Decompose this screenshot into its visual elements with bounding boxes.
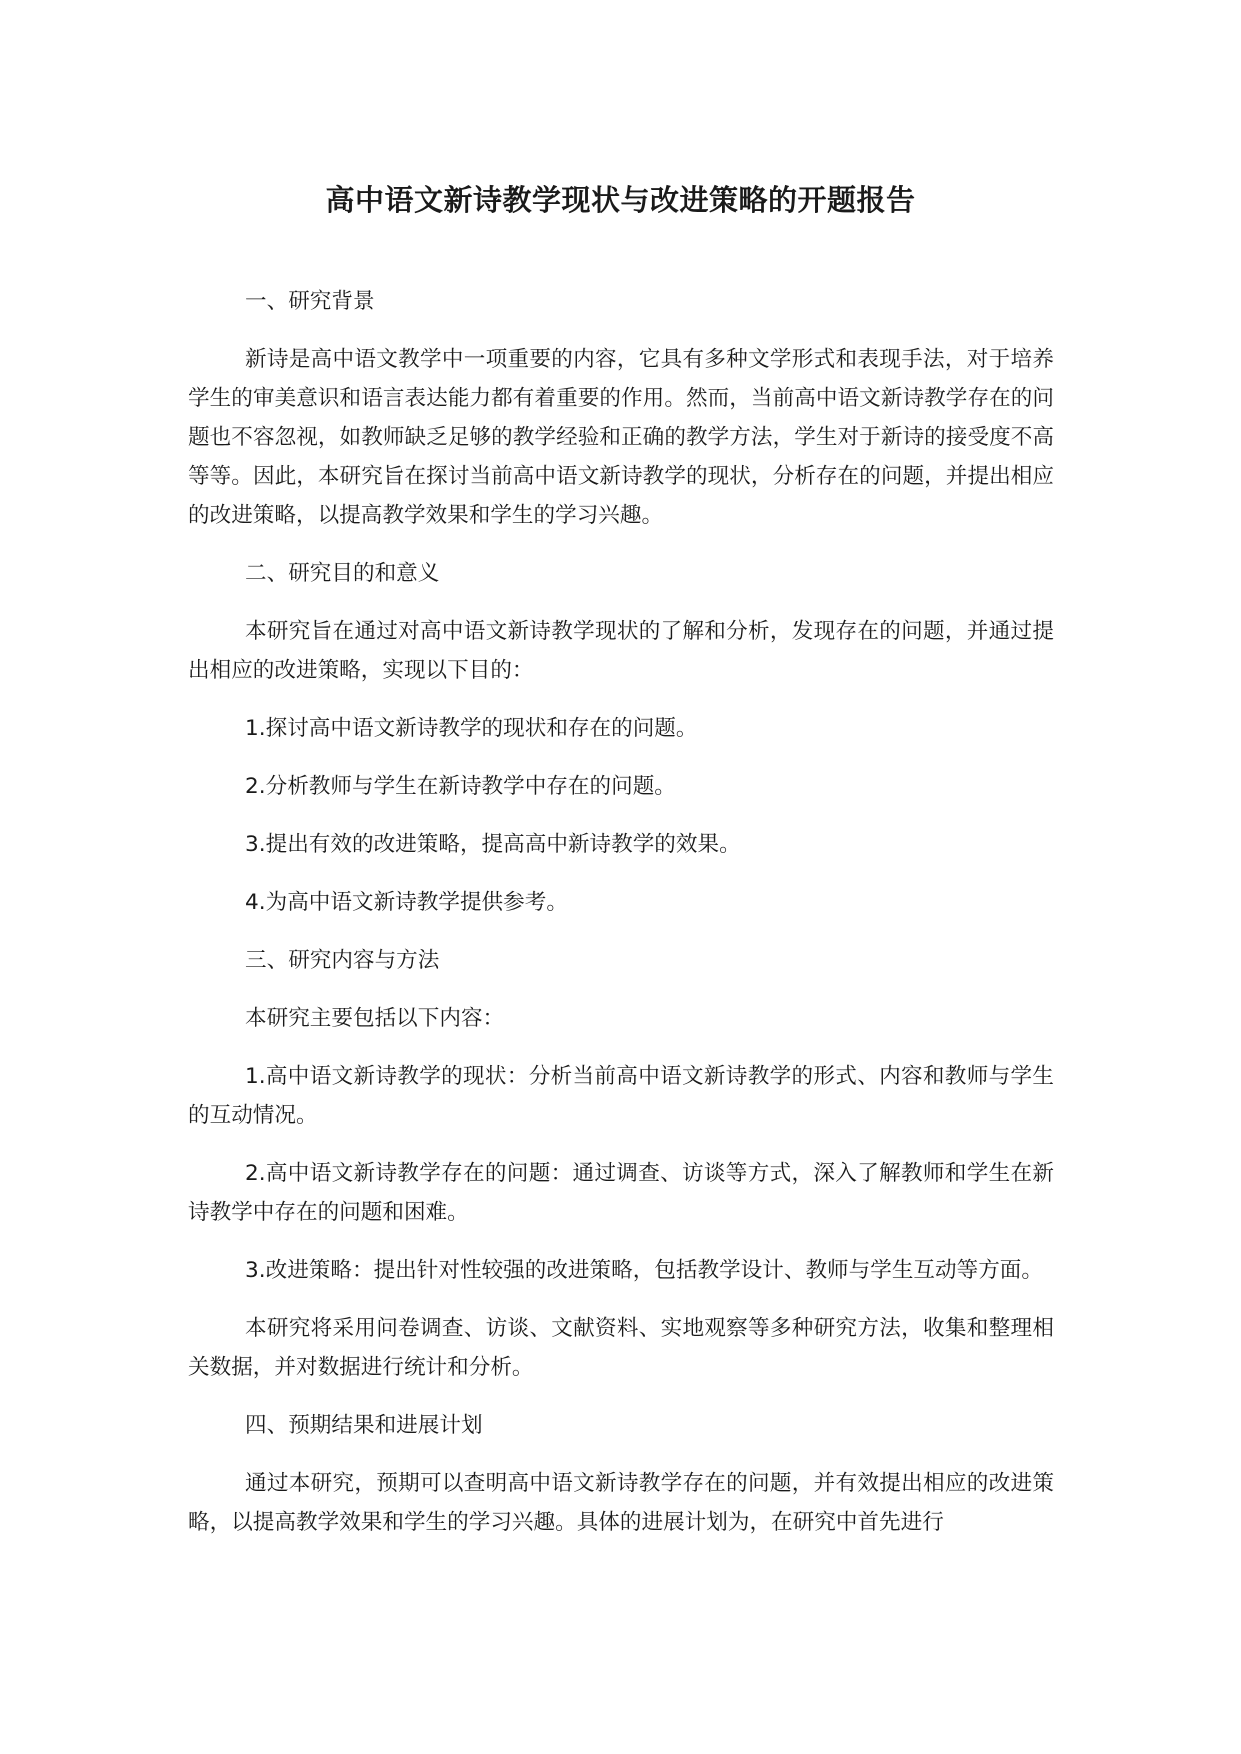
- paragraph-background: 新诗是高中语文教学中一项重要的内容，它具有多种文学形式和表现手法，对于培养学生的审美意识和语言表达能力都有着重要的作用。然而，当前高中语文新诗教学存在的问题也不容忽视，如教师缺乏足够的教学经验和正确的教学方法，学生对于新诗的接受度不高等等。因此，本研究旨在探讨当前高中语文新诗教学的现状，分析存在的问题，并提出相应的改进策略，以提高教学效果和学生的学习兴趣。: [188, 347, 1054, 528]
- document-title: 高中语文新诗教学现状与改进策略的开题报告: [325, 183, 916, 217]
- paragraph-content-intro: 本研究主要包括以下内容：: [245, 1006, 505, 1031]
- document-body: [188, 282, 1054, 1561]
- list-item-content-1: 1.高中语文新诗教学的现状：分析当前高中语文新诗教学的形式、内容和教师与学生的互动情况。: [188, 1064, 1054, 1128]
- section-heading-content-method: 三、研究内容与方法: [245, 948, 440, 973]
- list-item-purpose-2: 2.分析教师与学生在新诗教学中存在的问题。: [245, 774, 676, 799]
- paragraph-purpose-intro: 本研究旨在通过对高中语文新诗教学现状的了解和分析，发现存在的问题，并通过提出相应的改进策略，实现以下目的：: [188, 619, 1054, 683]
- list-item-purpose-4: 4.为高中语文新诗教学提供参考。: [245, 890, 568, 915]
- section-heading-background: 一、研究背景: [245, 289, 375, 314]
- section-heading-purpose: 二、研究目的和意义: [245, 561, 440, 586]
- list-item-purpose-1: 1.探讨高中语文新诗教学的现状和存在的问题。: [245, 716, 698, 741]
- list-item-content-3: 3.改进策略：提出针对性较强的改进策略，包括教学设计、教师与学生互动等方面。: [245, 1258, 1043, 1283]
- paragraph-results-plan: 通过本研究，预期可以查明高中语文新诗教学存在的问题，并有效提出相应的改进策略，以提高教学效果和学生的学习兴趣。具体的进展计划为，在研究中首先进行: [188, 1471, 1054, 1535]
- paragraph-method: 本研究将采用问卷调查、访谈、文献资料、实地观察等多种研究方法，收集和整理相关数据，并对数据进行统计和分析。: [188, 1316, 1054, 1380]
- list-item-purpose-3: 3.提出有效的改进策略，提高高中新诗教学的效果。: [245, 832, 741, 857]
- section-heading-results-plan: 四、预期结果和进展计划: [245, 1413, 483, 1438]
- list-item-content-2: 2.高中语文新诗教学存在的问题：通过调查、访谈等方式，深入了解教师和学生在新诗教学中存在的问题和困难。: [188, 1161, 1054, 1225]
